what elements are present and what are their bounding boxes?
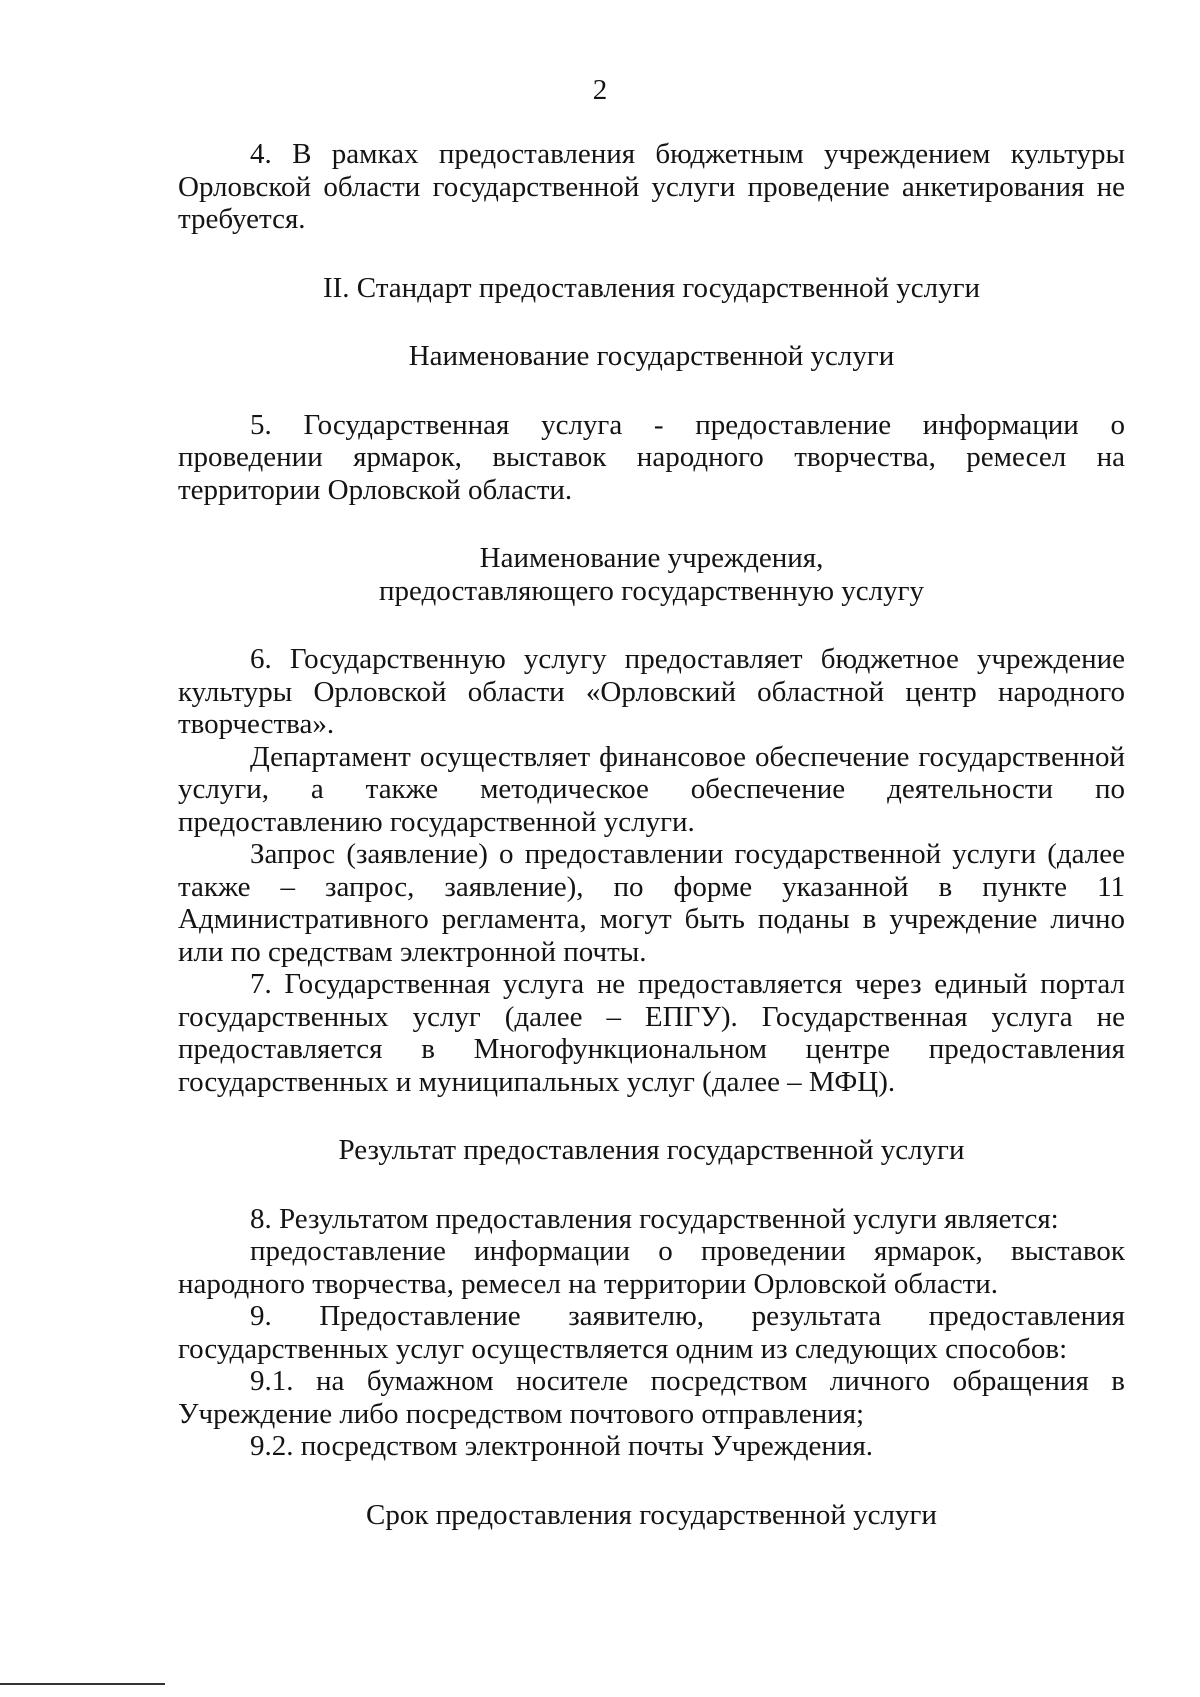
spacer (178, 1463, 1125, 1499)
page-number: 2 (592, 74, 608, 106)
spacer (178, 373, 1125, 409)
section-heading-standard: II. Стандарт предоставления государственной услуги (322, 271, 981, 304)
paragraph-9: 9. Предоставление заявителю, результата предоставления государственных услуг осуществляется одним из следующих способов: (178, 1300, 1125, 1365)
paragraph-6: 6. Государственную услугу предоставляет бюджетное учреждение культуры Орловской области «Орловский областной центр народного творчества». (178, 643, 1125, 740)
paragraph-5: 5. Государственная услуга - предоставление информации о проведении ярмарок, выставок народного творчества, ремесел на территории Орловской области. (178, 408, 1125, 506)
spacer (178, 607, 1125, 643)
subsection-heading-term: Срок предоставления государственной услуги (366, 1498, 937, 1531)
subsection-heading-service-name: Наименование государственной услуги (408, 340, 895, 372)
footnote-divider (0, 1683, 165, 1685)
subsection-heading-institution-line2: предоставляющего государственную услугу (379, 574, 924, 607)
subsection-heading-result: Результат предоставления государственной услуги (338, 1134, 965, 1166)
spacer (178, 506, 1125, 542)
spacer (178, 236, 1125, 272)
paragraph-6-request: Запрос (заявление) о предоставлении государственной услуги (далее также – запрос, заявление), по форме указанной в пункте 11 Административного регламента, могут быть поданы в учреждение лично или по средствам электронной почты. (178, 838, 1125, 968)
paragraph-7: 7. Государственная услуга не предоставляется через единый портал государственных услуг (далее – ЕПГУ). Государственная услуга не предоставляется в Многофункциональном центре предоставления государственных и муниципальных услуг (далее – МФЦ). (178, 968, 1125, 1098)
subsection-heading-institution-line1: Наименование учреждения, (479, 542, 824, 574)
spacer (178, 304, 1125, 340)
paragraph-4: 4. В рамках предоставления бюджетным учреждением культуры Орловской области государственной услуги проведение анкетирования не требуется. (178, 138, 1125, 235)
document-body (178, 138, 1125, 1531)
paragraph-9-2: 9.2. посредством электронной почты Учреждения. (250, 1430, 874, 1462)
spacer (178, 1098, 1125, 1134)
paragraph-6-department: Департамент осуществляет финансовое обеспечение государственной услуги, а также методическое обеспечение деятельности по предоставлению государственной услуги. (178, 740, 1125, 838)
paragraph-8-text: предоставление информации о проведении ярмарок, выставок народного творчества, ремесел на территории Орловской области. (178, 1235, 1125, 1300)
spacer (178, 1167, 1125, 1203)
paragraph-8: 8. Результатом предоставления государственной услуги является: (250, 1202, 1059, 1235)
paragraph-9-1: 9.1. на бумажном носителе посредством личного обращения в Учреждение либо посредством почтового отправления; (178, 1365, 1125, 1430)
